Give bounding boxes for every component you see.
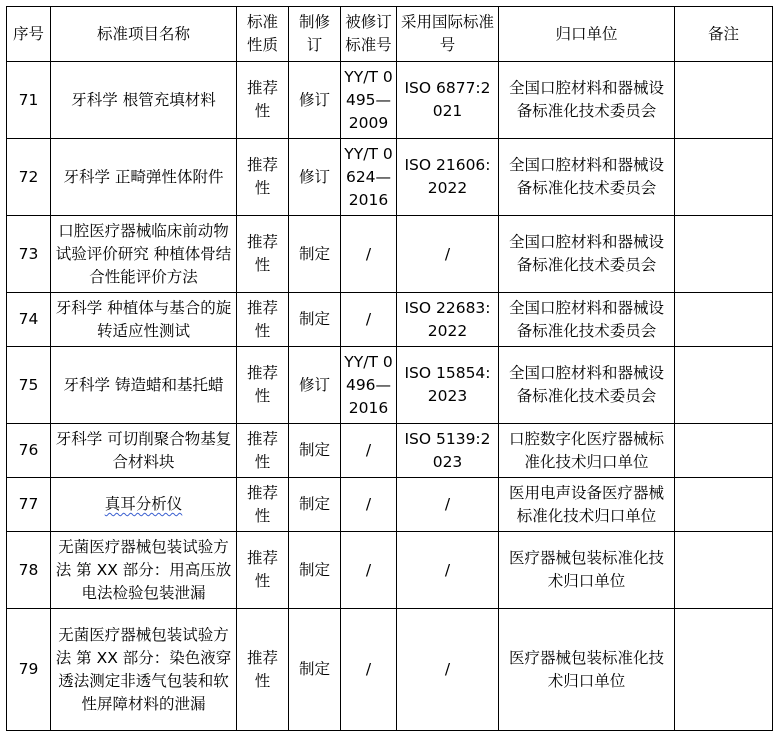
standards-table-sheet: [6, 6, 773, 731]
cell-revised: /: [341, 216, 397, 293]
cell-seq: 72: [7, 139, 51, 216]
cell-revised: YY/T 0496—2016: [341, 347, 397, 424]
cell-name: 无菌医疗器械包装试验方法 第 XX 部分：用高压放电法检验包装泄漏: [51, 532, 237, 609]
table-row: [7, 293, 773, 347]
cell-type: 制定: [289, 478, 341, 532]
cell-name: 牙科学 铸造蜡和基托蜡: [51, 347, 237, 424]
cell-type: 修订: [289, 347, 341, 424]
cell-remark: [675, 139, 773, 216]
cell-intl: /: [397, 532, 499, 609]
cell-unit: 全国口腔材料和器械设备标准化技术委员会: [499, 347, 675, 424]
table-row: [7, 478, 773, 532]
cell-unit: 全国口腔材料和器械设备标准化技术委员会: [499, 216, 675, 293]
table-row: [7, 424, 773, 478]
cell-nature: 推荐性: [237, 532, 289, 609]
cell-unit: 全国口腔材料和器械设备标准化技术委员会: [499, 293, 675, 347]
cell-seq: 74: [7, 293, 51, 347]
cell-name: 牙科学 可切削聚合物基复合材料块: [51, 424, 237, 478]
table-row: [7, 347, 773, 424]
cell-seq: 76: [7, 424, 51, 478]
cell-revised: /: [341, 424, 397, 478]
cell-nature: 推荐性: [237, 609, 289, 731]
cell-revised: YY/T 0495—2009: [341, 62, 397, 139]
cell-nature: 推荐性: [237, 347, 289, 424]
table-row: [7, 139, 773, 216]
cell-nature: 推荐性: [237, 478, 289, 532]
table-row: [7, 609, 773, 731]
cell-type: 制定: [289, 532, 341, 609]
table-row: [7, 532, 773, 609]
cell-remark: [675, 293, 773, 347]
cell-intl: /: [397, 478, 499, 532]
cell-nature: 推荐性: [237, 62, 289, 139]
cell-remark: [675, 347, 773, 424]
cell-name: 牙科学 种植体与基合的旋转适应性测试: [51, 293, 237, 347]
header-intl: 采用国际标准号: [397, 7, 499, 62]
cell-nature: 推荐性: [237, 216, 289, 293]
cell-nature: 推荐性: [237, 424, 289, 478]
cell-name: 牙科学 根管充填材料: [51, 62, 237, 139]
cell-seq: 79: [7, 609, 51, 731]
cell-type: 修订: [289, 139, 341, 216]
header-type: 制修订: [289, 7, 341, 62]
cell-unit: 口腔数字化医疗器械标准化技术归口单位: [499, 424, 675, 478]
cell-remark: [675, 424, 773, 478]
cell-seq: 77: [7, 478, 51, 532]
spellcheck-underlined-text: 真耳分析仪: [104, 495, 183, 513]
cell-nature: 推荐性: [237, 293, 289, 347]
cell-type: 制定: [289, 216, 341, 293]
cell-remark: [675, 609, 773, 731]
cell-name: 口腔医疗器械临床前动物试验评价研究 种植体骨结合性能评价方法: [51, 216, 237, 293]
table-row: [7, 216, 773, 293]
cell-intl: /: [397, 609, 499, 731]
header-seq: 序号: [7, 7, 51, 62]
cell-unit: 医用电声设备医疗器械标准化技术归口单位: [499, 478, 675, 532]
cell-revised: /: [341, 532, 397, 609]
cell-intl: ISO 21606:2022: [397, 139, 499, 216]
cell-intl: /: [397, 216, 499, 293]
cell-type: 修订: [289, 62, 341, 139]
cell-type: 制定: [289, 424, 341, 478]
cell-type: 制定: [289, 609, 341, 731]
header-unit: 归口单位: [499, 7, 675, 62]
header-remark: 备注: [675, 7, 773, 62]
cell-revised: /: [341, 609, 397, 731]
header-revised: 被修订标准号: [341, 7, 397, 62]
cell-unit: 医疗器械包装标准化技术归口单位: [499, 609, 675, 731]
cell-name: 无菌医疗器械包装试验方法 第 XX 部分：染色液穿透法测定非透气包装和软性屏障材料的泄漏: [51, 609, 237, 731]
cell-unit: 医疗器械包装标准化技术归口单位: [499, 532, 675, 609]
cell-seq: 75: [7, 347, 51, 424]
cell-revised: /: [341, 478, 397, 532]
cell-seq: 73: [7, 216, 51, 293]
cell-name: 牙科学 正畸弹性体附件: [51, 139, 237, 216]
cell-remark: [675, 62, 773, 139]
standards-table: [6, 6, 773, 731]
cell-type: 制定: [289, 293, 341, 347]
cell-intl: ISO 15854:2023: [397, 347, 499, 424]
cell-remark: [675, 532, 773, 609]
cell-name: [51, 478, 237, 532]
cell-intl: ISO 6877:2021: [397, 62, 499, 139]
cell-intl: ISO 5139:2023: [397, 424, 499, 478]
header-nature: 标准性质: [237, 7, 289, 62]
cell-unit: 全国口腔材料和器械设备标准化技术委员会: [499, 62, 675, 139]
table-row: [7, 62, 773, 139]
cell-intl: ISO 22683:2022: [397, 293, 499, 347]
cell-seq: 78: [7, 532, 51, 609]
cell-remark: [675, 216, 773, 293]
cell-seq: 71: [7, 62, 51, 139]
cell-revised: /: [341, 293, 397, 347]
header-row: [7, 7, 773, 62]
header-name: 标准项目名称: [51, 7, 237, 62]
cell-remark: [675, 478, 773, 532]
cell-unit: 全国口腔材料和器械设备标准化技术委员会: [499, 139, 675, 216]
cell-revised: YY/T 0624—2016: [341, 139, 397, 216]
cell-nature: 推荐性: [237, 139, 289, 216]
